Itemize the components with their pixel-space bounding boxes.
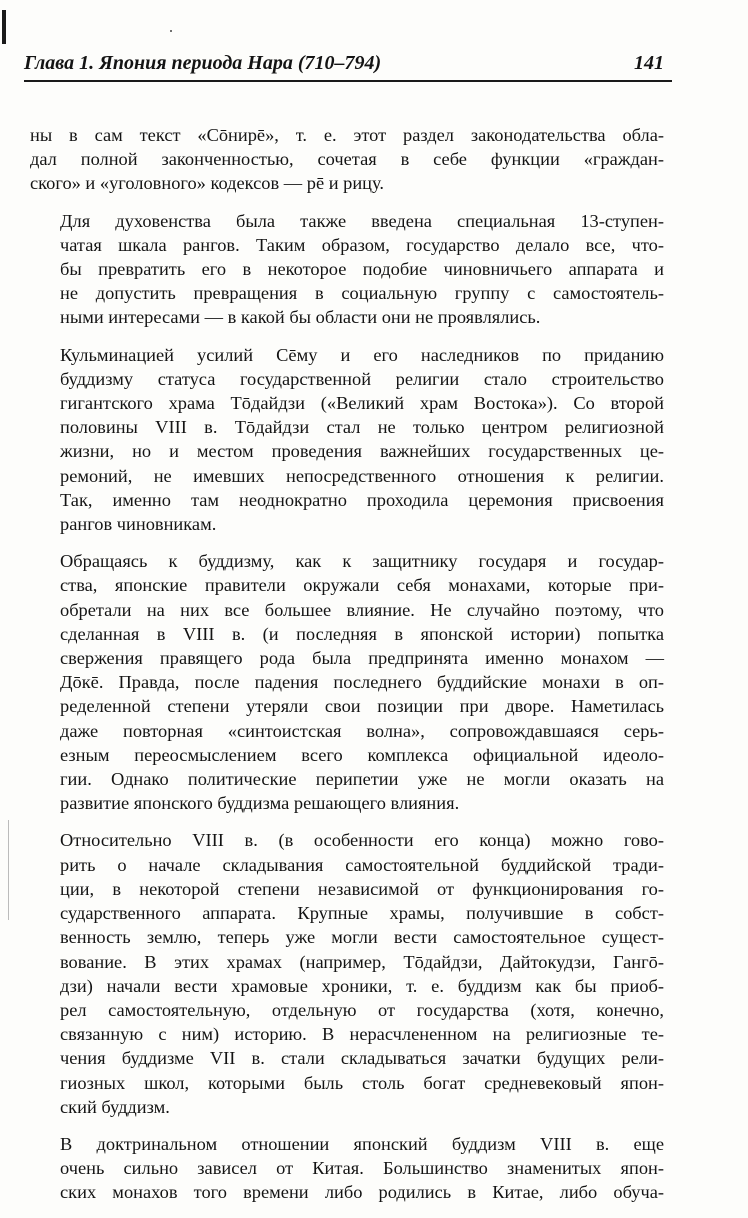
text-line: ства, японские правители окружали себя монахами, которые при- — [60, 575, 664, 596]
paragraph-1 — [30, 123, 664, 196]
text-line: Кульминацией усилий Сēму и его наследников по приданию — [60, 344, 664, 365]
paragraph-5 — [30, 828, 664, 1118]
text-line: развитие японского буддизма решающего влияния. — [60, 793, 460, 814]
text-line: гигантского храма Тōдайдзи («Великий храм Востока»). Со второй — [60, 393, 664, 414]
text-line: Относительно VIII в. (в особенности его конца) можно гово- — [60, 830, 664, 851]
margin-mark — [8, 820, 9, 920]
text-line: ский буддизм. — [60, 1096, 170, 1117]
scan-edge-mark — [2, 10, 6, 44]
text-line: Дōкē. Правда, после падения последнего буддийские монахи в оп- — [60, 672, 664, 693]
text-line: ремоний, не имевших непосредственного отношения к религии. — [60, 465, 664, 486]
paragraph-3 — [30, 343, 664, 537]
text-line: свержения правящего рода была предпринята именно монахом — — [60, 648, 664, 669]
text-line: Обращаясь к буддизму, как к защитнику государя и государ- — [60, 551, 664, 572]
text-line: рить о начале складывания самостоятельной буддийской тради- — [60, 854, 664, 875]
text-line: ны в сам текст «Сōнирē», т. е. этот раздел законодательства обла- — [30, 125, 664, 145]
text-line: дзи) начали вести храмовые хроники, т. е. буддизм как бы приоб- — [60, 975, 664, 996]
text-line: гии. Однако политические перипетии уже не могли оказать на — [60, 769, 664, 790]
text-line: обретали на них все большее влияние. Не случайно поэтому, что — [60, 599, 664, 620]
text-line: даже повторная «синтоистская волна», сопровождавшаяся серь- — [60, 720, 664, 741]
text-line: очень сильно зависел от Китая. Большинство знаменитых япон- — [60, 1158, 664, 1179]
text-line: ределенной степени утеряли свои позиции при дворе. Наметилась — [60, 696, 664, 717]
running-header — [24, 50, 672, 82]
text-line: венность землю, теперь уже могли вести самостоятельное сущест- — [60, 927, 664, 948]
page-number: 141 — [634, 52, 664, 74]
text-line: сделанная в VIII в. (и последняя в японской истории) попытка — [60, 623, 664, 644]
text-line: рангов чиновникам. — [60, 514, 217, 535]
paragraph-6 — [30, 1132, 664, 1205]
text-line: жизни, но и местом проведения важнейших государственных це- — [60, 441, 664, 462]
text-line: Так, именно там неоднократно проходила церемония присвоения — [60, 489, 664, 510]
text-line: вование. В этих храмах (например, Тōдайдзи, Дайтокудзи, Гангō- — [60, 951, 664, 972]
page-body — [30, 123, 664, 1218]
text-line: дал полной законченностью, сочетая в себе функции «граждан- — [30, 149, 664, 170]
text-line: рел самостоятельную, отдельную от государства (хотя, конечно, — [60, 999, 664, 1020]
paragraph-2 — [30, 209, 664, 330]
text-line: ными интересами — в какой бы области они не проявлялись. — [60, 307, 541, 328]
text-line: буддизму статуса государственной религии стало строительство — [60, 368, 664, 389]
paragraph-4 — [30, 549, 664, 815]
text-line: бы превратить его в некоторое подобие чиновничьего аппарата и — [60, 259, 664, 280]
text-line: чатая шкала рангов. Таким образом, государство делало все, что- — [60, 234, 664, 255]
text-line: гиозных школ, которыми быль столь богат средневековый япон- — [60, 1072, 664, 1093]
text-line: В доктринальном отношении японский буддизм VIII в. еще — [60, 1133, 664, 1154]
text-line: не допустить превращения в социальную группу с самостоятель- — [60, 283, 664, 304]
text-line: ских монахов того времени либо родились в Китае, либо обуча- — [60, 1182, 664, 1203]
text-line: половины VIII в. Тōдайдзи стал не только центром религиозной — [60, 417, 664, 438]
text-line: Для духовенства была также введена специальная 13-ступен- — [60, 210, 664, 231]
scan-speck — [170, 30, 172, 32]
text-line: ского» и «уголовного» кодексов — рē и рицу. — [30, 173, 384, 194]
text-line: ции, в некоторой степени независимой от функционирования го- — [60, 878, 664, 899]
text-line: чения буддизме VII в. стали складываться зачатки будущих рели- — [60, 1048, 664, 1069]
text-line: связанную с ним) историю. В нерасчлененном на религиозные те- — [60, 1024, 664, 1045]
chapter-title: Глава 1. Япония периода Нара (710–794) — [24, 52, 382, 74]
text-line: сударственного аппарата. Крупные храмы, получившие в собст- — [60, 903, 664, 924]
text-line: езным переосмыслением всего комплекса официальной идеоло- — [60, 744, 664, 765]
